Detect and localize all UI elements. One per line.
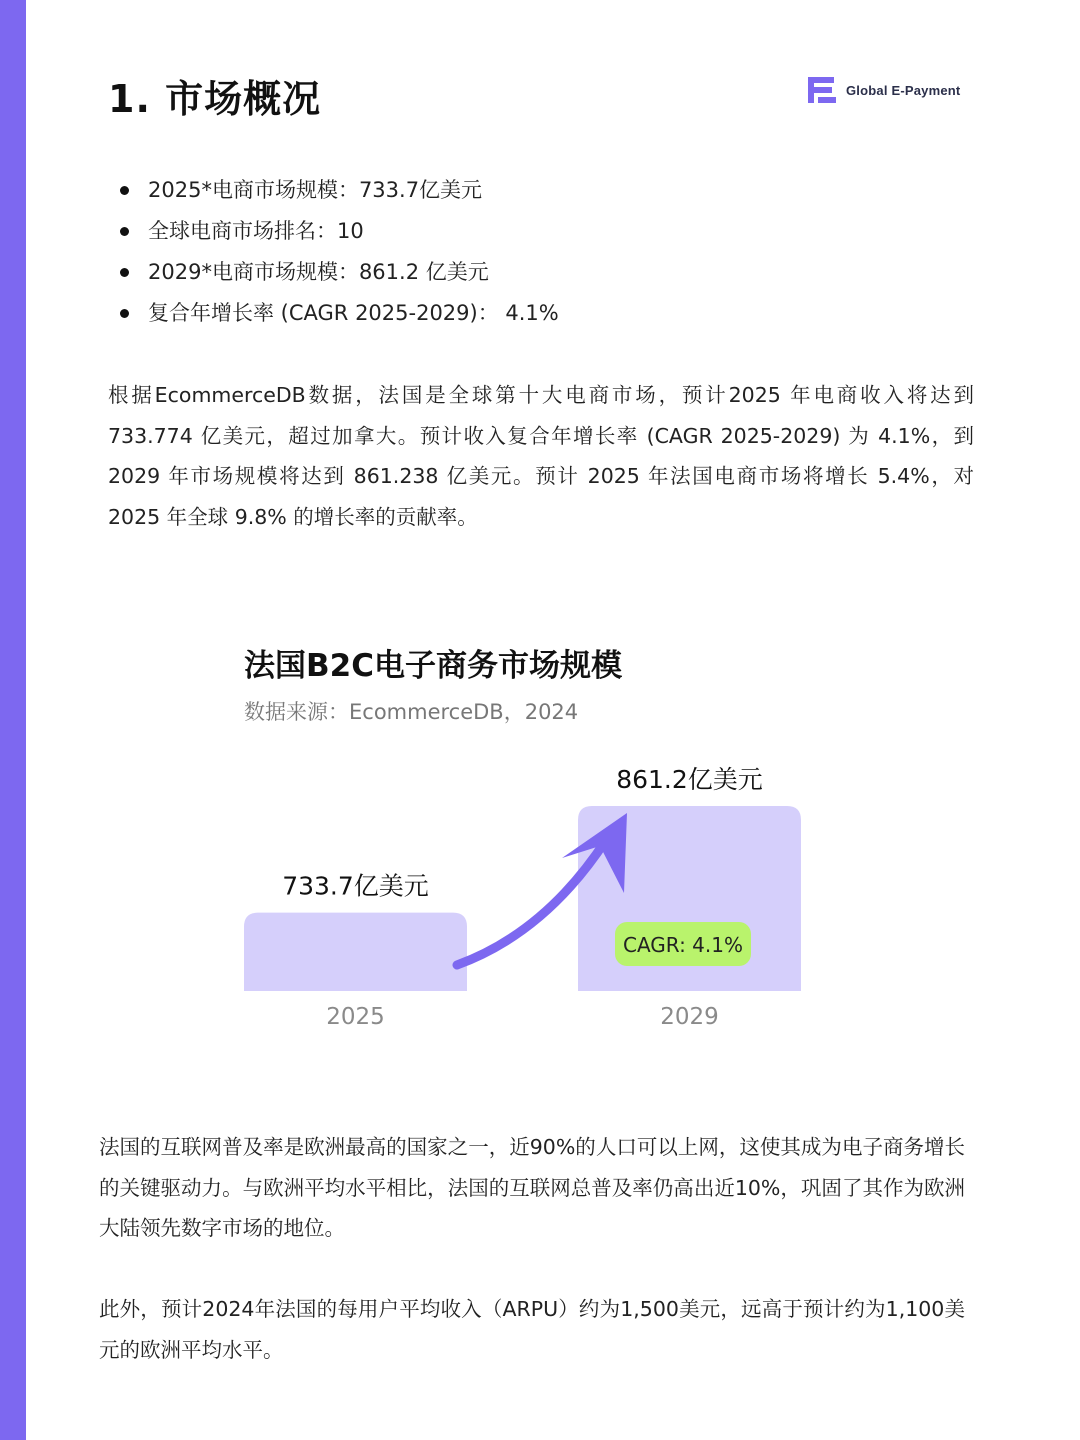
internet-penetration-paragraph: 法国的互联网普及率是欧洲最高的国家之一，近90%的人口可以上网，这使其成为电子商务增长的关键驱动力。与欧洲平均水平相比，法国的互联网总普及率仍高出近10%，巩固了其作为欧洲大陆领先数字市场的地位。	[99, 1135, 965, 1240]
arpu-paragraph: 此外，预计2024年法国的每用户平均收入（ARPU）约为1,500美元，远高于预计约为1,100美元的欧洲平均水平。	[99, 1297, 965, 1362]
fact-market-size-2025: 2025*电商市场规模：733.7亿美元	[118, 170, 559, 211]
bar-2025	[244, 913, 467, 991]
fact-global-rank: 全球电商市场排名：10	[118, 211, 559, 252]
data-label-2025: 733.7亿美元	[282, 871, 429, 901]
chart-title: 法国B2C电子商务市场规模	[244, 648, 622, 684]
x-tick-2025: 2025	[326, 1004, 385, 1030]
section-title: 1. 市场概况	[108, 77, 322, 121]
fact-cagr: 复合年增长率 (CAGR 2025-2029)： 4.1%	[118, 293, 559, 334]
brand-logo-text: Global E-Payment	[846, 82, 961, 98]
chart-source: 数据来源：EcommerceDB，2024	[244, 700, 579, 724]
intro-paragraph: 根据EcommerceDB数据，法国是全球第十大电商市场，预计2025 年电商收入将达到 733.774 亿美元，超过加拿大。预计收入复合年增长率 (CAGR 2025-2029) 为 4.1%，到 2029 年市场规模将达到 861.238 亿美元。预计 2025 年法国电商市场将增长 5.4%，对 2025 年全球 9.8% 的增长率的贡献率。	[108, 383, 974, 529]
cagr-badge-label: CAGR: 4.1%	[623, 933, 743, 957]
fact-market-size-2029: 2029*电商市场规模：861.2 亿美元	[118, 252, 559, 293]
data-label-2029: 861.2亿美元	[616, 765, 763, 794]
x-tick-2029: 2029	[660, 1004, 719, 1030]
